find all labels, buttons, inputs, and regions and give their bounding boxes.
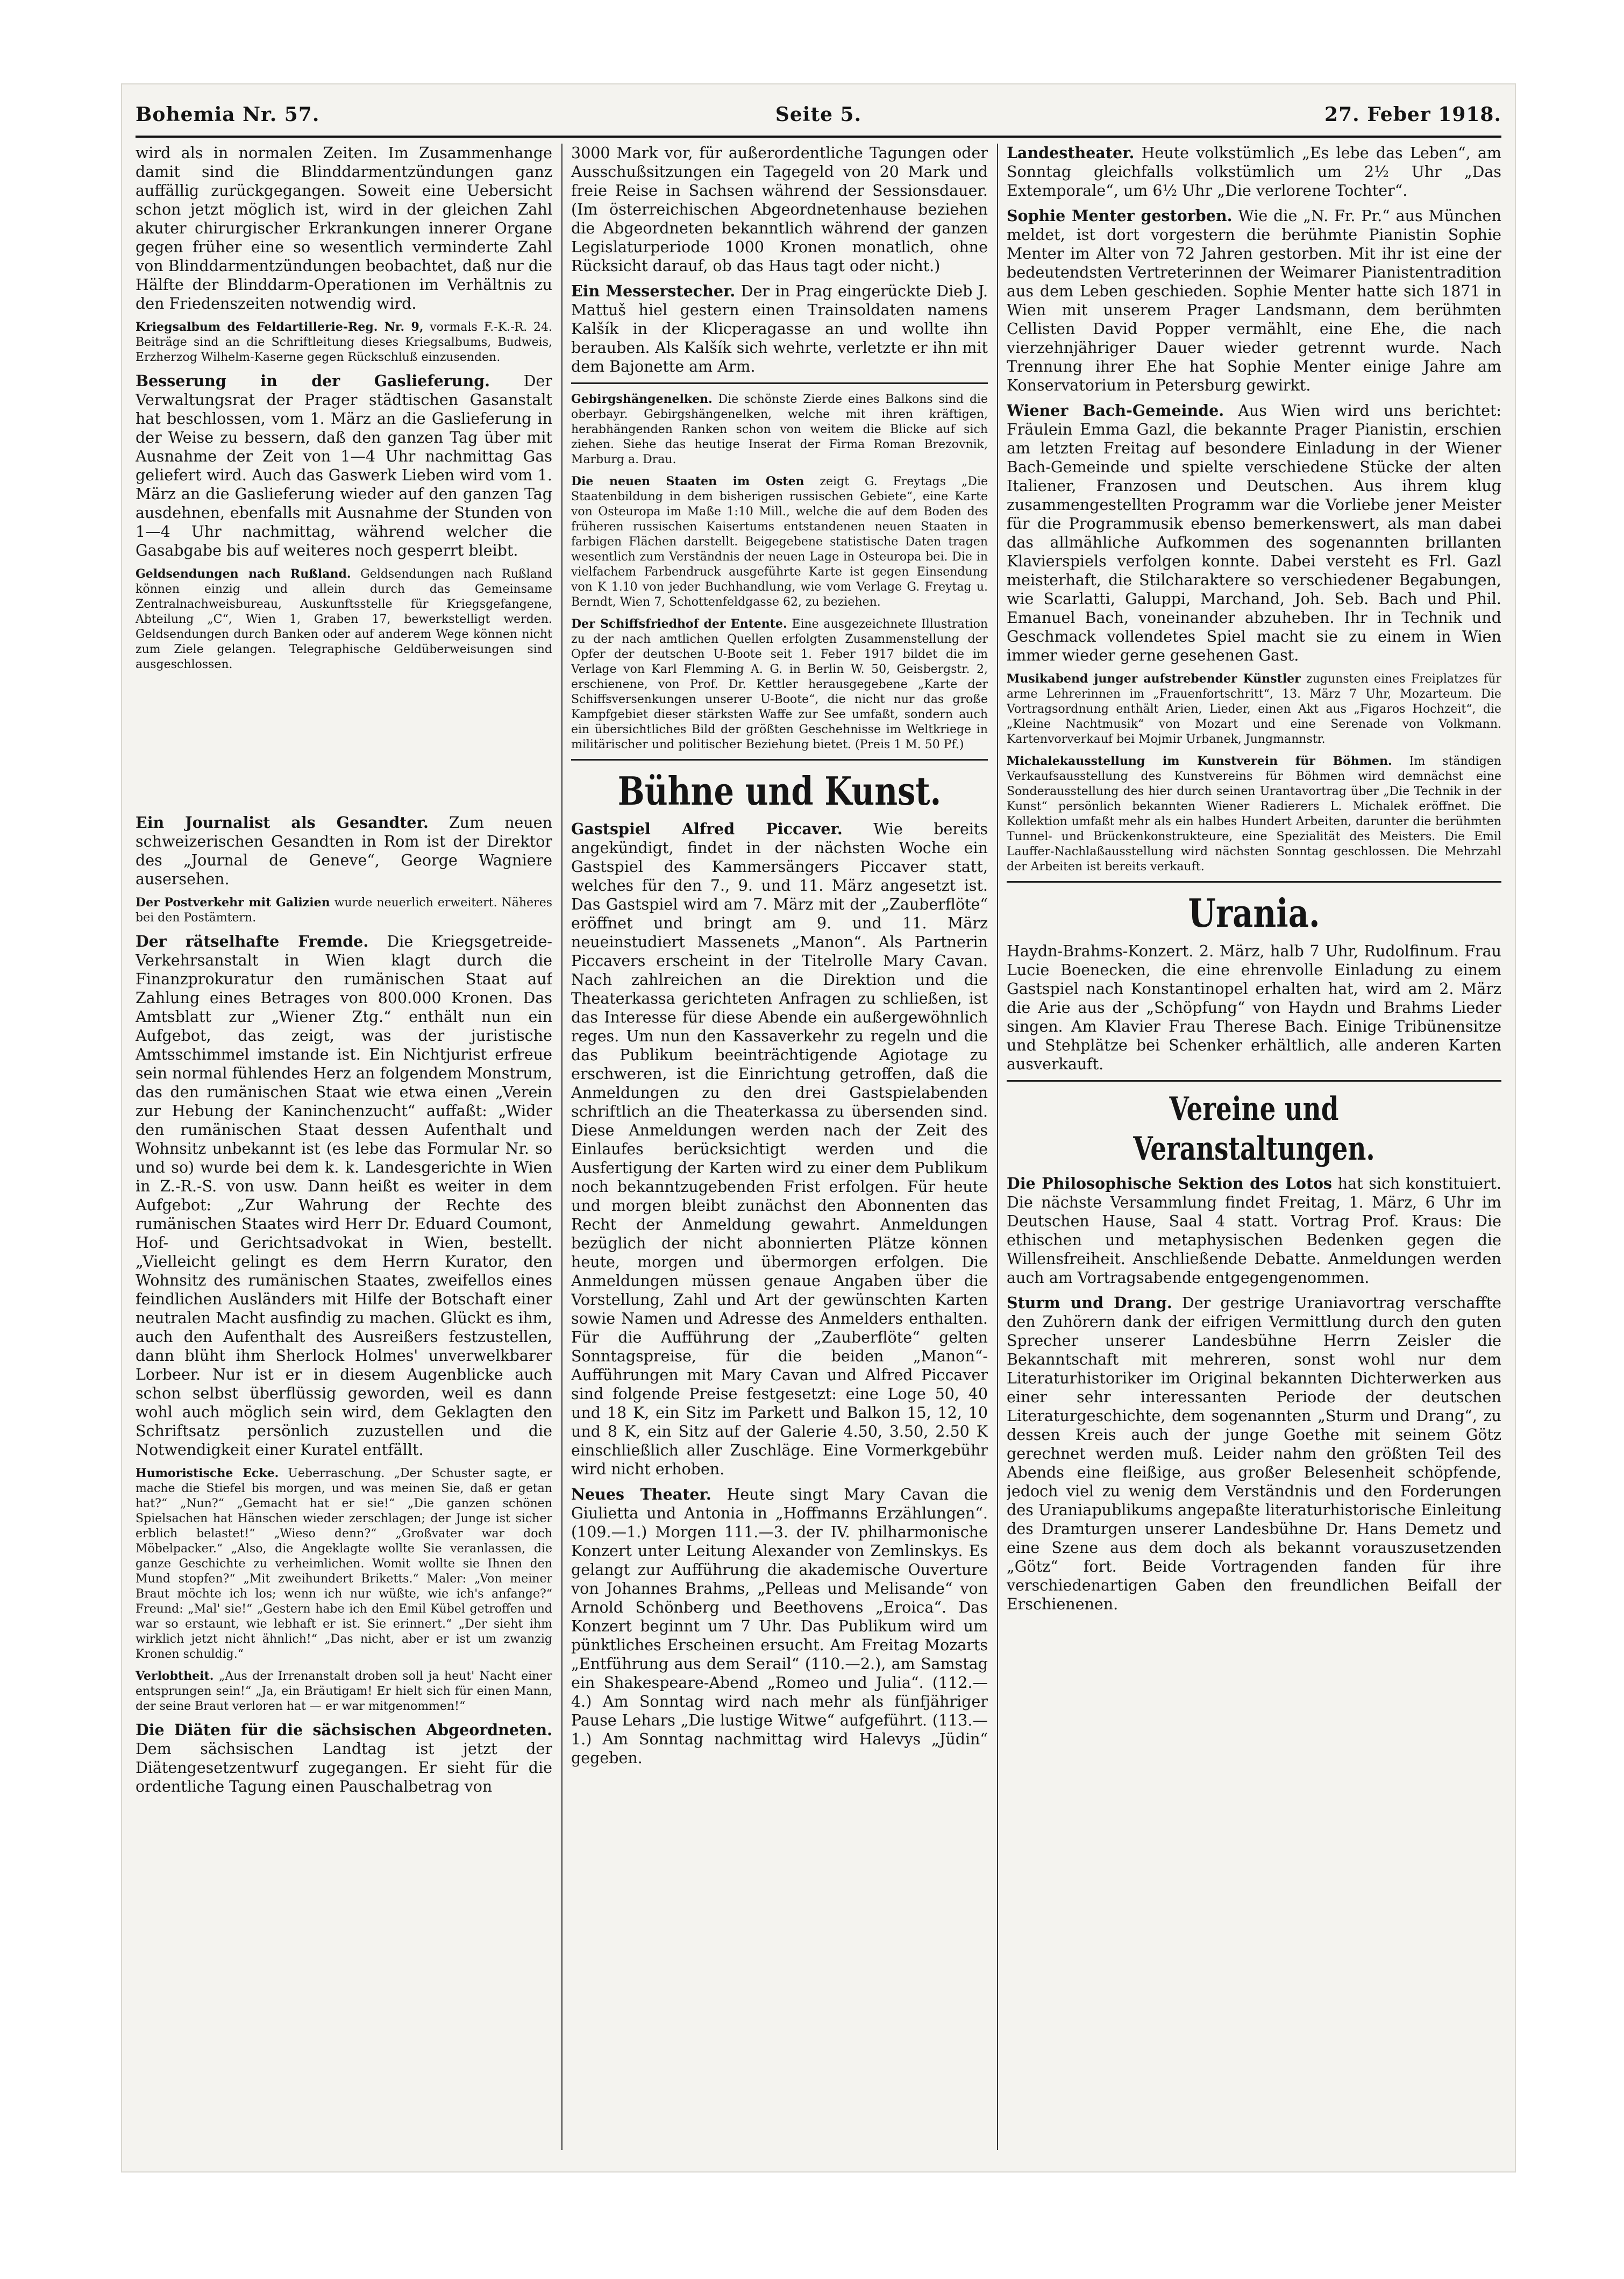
column-rule-2 [997, 144, 998, 2150]
article-bach-gemeinde: Wiener Bach-Gemeinde. Aus Wien wird uns berichtet: Fräulein Emma Gazl, die bekannte Prager Pianistin, erschien am letzten Freitag auf besondere Einladung in der Wiener Bach-Gemeinde und spielte verschiedene Stücke der alten Italiener, Franzosen und Deutschen. Aus ihrem klug zusammengestellten Programm war die Vorliebe jener Meister für die Programmusik ebenso bemerkenswert, als man dabei das allmähliche Aufkommen des sogenannten brillanten Klavierspiels verfolgen konnte. Dabei versteht es Frl. Gazl meisterhaft, die Stilcharaktere so verschiedener Begabungen, wie Scarlatti, Galuppi, Marchand, Joh. Seb. Bach und Phil. Emanuel Bach, voneinander abzuheben. Ihr in Technik und Geschmack vollendetes Spiel macht sie zu einem in Wien immer wieder gerne gesehenen Gast. [1007, 401, 1501, 664]
article-gebirgshaengenelken: Gebirgshängenelken. Die schönste Zierde eines Balkons sind die oberbayr. Gebirgshängenelken, welche mit ihren kräftigen, herabhängenden Ranken schon von weitem die Blicke auf sich ziehen. Siehe das heutige Inserat der Firma Roman Brezovnik, Marburg a. Drau. [571, 392, 988, 466]
article-geldsendungen: Geldsendungen nach Rußland. Geldsendungen nach Rußland können einzig und allein durch das Gemeinsame Zentralnachweisbureau, Auskunftsstelle für Kriegsgefangene, Abteilung „C“, Wien 1, Graben 17, bewerkstelligt werden. Geldsendungen durch Banken oder auf anderem Wege können nicht zum Ziele gelangen. Telegraphische Geldüberweisungen sind ausgeschlossen. [136, 567, 552, 671]
article-michalek: Michalekausstellung im Kunstverein für Böhmen. Im ständigen Verkaufsausstellung des Kunstvereins für Böhmen wird demnächst eine Sonderausstellung des hier durch seinen Urantavortrag über „Die Technik in der Kunst“ persönlich bekannten Wiener Radierers L. Michalek eröffnet. Die Kollektion umfaßt mehr als ein halbes Hundert Arbeiten, darunter die berühmten Tunnel- und Brückenkonstrukteure, eine Spezialität des Meisters. Die Emil Lauffer-Nachlaßausstellung wird nächsten Sonntag geschlossen. Die Mehrzahl der Arbeiten ist bereits verkauft. [1007, 754, 1501, 874]
column-1 [136, 144, 552, 2150]
section-title-urania: Urania. [1188, 890, 1320, 936]
article-diaeten: Die Diäten für die sächsischen Abgeordneten. Dem sächsischen Landtag ist jetzt der Diätengesetzentwurf zugegangen. Er sieht für die ordentliche Tagung einen Pauschalbetrag von [136, 1721, 552, 1795]
article-verlobtheit: Verlobtheit. „Aus der Irrenanstalt droben soll ja heut' Nacht einer entsprungen sein!“ „Ja, ein Bräutigam! Er hielt sich für einen Mann, der seine Braut verloren hat — er war mitgenommen!“ [136, 1669, 552, 1713]
masthead-date: 27. Feber 1918. [1324, 103, 1501, 126]
article-humor: Humoristische Ecke. Ueberraschung. „Der Schuster sagte, er mache die Stiefel bis morgen, und was meinen Sie, daß er getan hat?“ „Nun?“ „Gemacht hat er sie!“ „Die ganzen schönen Spielsachen hat Hänschen wieder zerschlagen; der Junge ist sicher erblich belastet!“ „Wieso denn?“ „Großvater war doch Möbelpacker.“ „Also, die Angeklagte wollte Sie veranlassen, die ganze Geschichte zu verheimlichen. Womit wollte sie Ihnen den Mund stopfen?“ „Mit zweihundert Briketts.“ Maler: „Von meiner Braut möchte ich los; wenn ich nur wüßte, wie ich's anfange?“ Freund: „Mal' sie!“ „Gestern habe ich den Emil Kübel getroffen und war so erstaunt, wie lebhaft er ist. Sie erinnert.“ „Der sieht ihm wirklich jetzt nicht ähnlich!“ „Das nicht, aber er ist um zwanzig Kronen schuldig.“ [136, 1466, 552, 1661]
column-3 [1007, 144, 1501, 2150]
masthead-rule [136, 136, 1501, 138]
article-diaeten-cont: 3000 Mark vor, für außerordentliche Tagungen oder Ausschußsitzungen ein Tagegeld von 20 Mark und freie Reise in Sachsen während der Sessionsdauer. (Im österreichischen Abgeordnetenhause beziehen die Abgeordneten bekanntlich während der ganzen Legislaturperiode 1000 Kronen monatlich, ohne Rücksicht darauf, ob das Haus tagt oder nicht.) [571, 144, 988, 275]
section-divider [571, 759, 988, 761]
article-messerstecher: Ein Messerstecher. Der in Prag eingerückte Dieb J. Mattuš hiel gestern einen Trainsoldaten namens Kalšík in der Klicperagasse an und wollte ihn berauben. Als Kalšík sich wehrte, verletzte er ihn mit dem Bajonette am Arm. [571, 282, 988, 375]
article-appendicitis: wird als in normalen Zeiten. Im Zusammenhange damit sind die Blinddarmentzündungen ganz auffällig zurückgegangen. Soweit eine Uebersicht schon jetzt möglich ist, wird in der gleichen Zahl akuter chirurgischer Erkrankungen innerer Organe gegen früher eine so wesentlich verminderte Zahl von Blinddarmentzündungen beobachtet, daß nur die Hälfte der Blinddarm-Operationen im Verhältnis zu den Friedenszeiten notwendig wird. [136, 144, 552, 313]
section-title-buehne: Bühne und Kunst. [617, 768, 942, 814]
column-rule-1 [561, 144, 562, 2150]
newspaper-page [121, 83, 1516, 2172]
section-divider [1007, 881, 1501, 883]
article-neue-staaten: Die neuen Staaten im Osten zeigt G. Freytags „Die Staatenbildung in dem bisherigen russischen Gebiete“, eine Karte von Osteuropa im Maße 1:10 Mill., welche die auf dem Boden des früheren russischen Kaisertums entstandenen neuen Staaten in farbigen Flächen darstellt. Beigegebene statistische Daten tragen wesentlich zum Verständnis der neuen Lage in Osteuropa bei. Die in vielfachem Farbendruck ausgeführte Karte ist gegen Einsendung von K 1.10 von jeder Buchhandlung, wie vom Verlage G. Freytag u. Berndt, Wien 7, Schottenfeldgasse 62, zu beziehen. [571, 474, 988, 609]
masthead-page-number: Seite 5. [775, 103, 862, 126]
article-piccaver: Gastspiel Alfred Piccaver. Wie bereits angekündigt, findet in der nächsten Woche ein Gastspiel des Kammersängers Piccaver statt, welches für den 7., 9. und 11. März angesetzt ist. Das Gastspiel wird am 7. März mit der „Zauberflöte“ eröffnet und bringt am 9. und 11. März neueinstudiert Massenets „Manon“. Als Partnerin Piccavers erscheint in der Titelrolle Mary Cavan. Nach zahlreichen an die Direktion und die Theaterkassa gerichteten Anfragen zu schließen, ist das Interesse für diese Abende ein außergewöhnlich reges. Um nun den Kassaverkehr zu regeln und die das Publikum beeinträchtigende Agiotage zu erschweren, ist die Einrichtung getroffen, daß die Anmeldungen zu den drei Gastspielabenden schriftlich an die Theaterkassa zu übersenden sind. Diese Anmeldungen werden nach der Zeit des Einlaufes berücksichtigt werden und die Ausfertigung der Karten wird zu einer dem Publikum noch bekanntzugebenden Frist erfolgen. Für heute und morgen bleibt zunächst den Abonnenten das Recht der Anmeldung gewahrt. Anmeldungen bezüglich der nicht abonnierten Plätze können heute, morgen und übermorgen erfolgen. Die Anmeldungen müssen genaue Angaben über die Vorstellung, Zahl und Art der gewünschten Karten sowie Namen und Adresse des Anmelders enthalten. Für die Aufführung der „Zauberflöte“ gelten Sonntagspreise, für die beiden „Manon“-Aufführungen mit Mary Cavan und Alfred Piccaver sind folgende Preise festgesetzt: eine Loge 50, 40 und 18 K, ein Sitz im Parkett und Balkon 15, 12, 10 und 8 K, ein Sitz auf der Galerie 4.50, 3.50, 2.50 K einschließlich aller Zuschläge. Eine Vormerkgebühr wird nicht erhoben. [571, 820, 988, 1478]
blank-space [136, 679, 552, 813]
article-schiffsfriedhof: Der Schiffsfriedhof der Entente. Eine ausgezeichnete Illustration zu der nach amtlichen Quellen erfolgten Zusammenstellung der Opfer der deutschen U-Boote seit 1. Feber 1917 bildet die im Verlage von Karl Flemming A. G. in Berlin W. 50, Geisbergstr. 2, erschienene, von Prof. Dr. Kettler herausgegebene „Karte der Schiffsversenkungen unserer U-Boote“, die nicht nur das große Kampfgebiet dieser stärksten Waffe zur See umfaßt, sondern auch ein übersichtliches Bild der größten Geschehnisse im Weltkriege in militärischer und politischer Beziehung bietet. (Preis 1 M. 50 Pf.) [571, 617, 988, 751]
section-divider [571, 382, 988, 384]
article-sturm-und-drang: Sturm und Drang. Der gestrige Uraniavortrag verschaffte den Zuhörern dank der eifrigen Vermittlung durch den guten Sprecher unserer Landesbühne Herrn Zeisler die Bekanntschaft mit mehreren, sonst wohl nur dem Literaturhistoriker im Original bekannten Dichterwerken aus einer sehr interessanten Periode der deutschen Literaturgeschichte, dem sogenannten „Sturm und Drang“, zu dessen Kreis auch der junge Goethe mit seinem Götz gerechnet werden muß. Leider nahm den größten Teil des Abends eine fleißige, aus großer Belesenheit schöpfende, jedoch viel zu wenig dem Verständnis und den Forderungen des Uraniapublikums angepaßte literaturhistorische Einleitung des Dramturgen unserer Landesbühne Dr. Hans Demetz und eine Szene aus dem doch als bekannt vorauszusetzenden „Götz“ fort. Beide Vortragenden fanden für ihre verschiedenartigen Gaben den freundlichen Beifall der Erschienenen. [1007, 1294, 1501, 1613]
section-title-vereine: Vereine und Veranstaltungen. [1133, 1090, 1375, 1168]
article-journalist: Ein Journalist als Gesandter. Zum neuen schweizerischen Gesandten in Rom ist der Direktor des „Journal de Geneve“, George Wagniere ausersehen. [136, 813, 552, 888]
article-landestheater: Landestheater. Heute volkstümlich „Es lebe das Leben“, am Sonntag gleichfalls volkstümlich um 2½ Uhr „Das Extemporale“, um 6½ Uhr „Die verlorene Tochter“. [1007, 144, 1501, 200]
article-postverkehr: Der Postverkehr mit Galizien wurde neuerlich erweitert. Näheres bei den Postämtern. [136, 896, 552, 925]
article-gaslieferung: Besserung in der Gaslieferung. Der Verwaltungsrat der Prager städtischen Gasanstalt hat beschlossen, vom 1. März an die Gaslieferung in der Weise zu bessern, daß den ganzen Tag über mit Ausnahme der Zeit von 1—4 Uhr nachmittag Gas geliefert wird. Auch das Gaswerk Lieben wird vom 1. März an die Gaslieferung wieder auf den ganzen Tag ausdehnen, ebenfalls mit Ausnahme der Stunden von 1—4 Uhr nachmittag, während welcher die Gasabgabe bis auf weiteres noch gesperrt bleibt. [136, 372, 552, 559]
article-haydn-brahms: Haydn-Brahms-Konzert. 2. März, halb 7 Uhr, Rudolfinum. Frau Lucie Boenecken, die eine ehrenvolle Einladung zu einem Gastspiel nach Konstantinopel erhalten hat, wird am 2. März die Arie aus der „Schöpfung“ von Haydn und Brahms Lieder singen. Am Klavier Frau Therese Bach. Einige Tribünensitze und Stehplätze bei Schenker erhältlich, alle anderen Karten ausverkauft. [1007, 942, 1501, 1073]
section-divider [1007, 1080, 1501, 1082]
article-musikabend: Musikabend junger aufstrebender Künstler zugunsten eines Freiplatzes für arme Lehrerinnen im „Frauenfortschritt“, 13. März 7 Uhr, Mozarteum. Die Vortragsordnung enthält Arien, Lieder, einen Akt aus „Figaros Hochzeit“, die „Kleine Nachtmusik“ von Mozart und eine Serenade von Volkmann. Kartenvorverkauf bei Mojmir Urbanek, Jungmannstr. [1007, 672, 1501, 746]
masthead-issue: Bohemia Nr. 57. [136, 103, 320, 126]
article-raetselhafte-fremde: Der rätselhafte Fremde. Die Kriegsgetreide-Verkehrsanstalt in Wien klagt durch die Finanzprokuratur den rumänischen Staat auf Zahlung eines Betrages von 800.000 Kronen. Das Amtsblatt zur „Wiener Ztg.“ enthält nun ein Aufgebot, das zeigt, was der juristische Amtsschimmel imstande ist. Ein Nichtjurist erfreue sein normal fühlendes Herz an folgendem Monstrum, das den rumänischen Staat wie etwa einen „Verein zur Hebung der Kaninchenzucht“ auffaßt: „Wider den rumänischen Staat dessen Aufenthalt und Wohnsitz unbekannt ist (es lebe das Formular Nr. so und so) wurde bei dem k. k. Landesgerichte in Wien in Z.-R.-S. von usw. Dann heißt es weiter in dem Aufgebot: „Zur Wahrung der Rechte des rumänischen Staates wird Herr Dr. Eduard Coumont, Hof- und Gerichtsadvokat in Wien, bestellt. „Vielleicht gelingt es dem Herrn Kurator, den Wohnsitz des rumänischen Staates, zweifellos eines feindlichen Ausländers mit Hilfe der Botschaft einer neutralen Macht ausfindig zu machen. Glückt es ihm, auch den Aufenthalt des Ausreißers festzustellen, dann blüht ihm Sherlock Holmes' unverwelkbarer Lorbeer. Nur ist er in diesem Augenblicke auch schon selbst überflüssig geworden, weil es dann wohl auch möglich sein wird, dem Geklagten den Schriftsatz persönlich zuzustellen und die Notwendigkeit einer Kuratel entfällt. [136, 932, 552, 1459]
article-kriegsalbum: Kriegsalbum des Feldartillerie-Reg. Nr. 9, vormals F.-K.-R. 24. Beiträge sind an die Schriftleitung dieses Kriegsalbums, Budweis, Erzherzog Wilhelm-Kaserne gegen Rückschluß einzusenden. [136, 320, 552, 364]
masthead [136, 103, 1501, 136]
column-2 [571, 144, 988, 2150]
article-lotos: Die Philosophische Sektion des Lotos hat sich konstituiert. Die nächste Versammlung findet Freitag, 1. März, 6 Uhr im Deutschen Hause, Saal 4 statt. Vortrag Prof. Kraus: Die ethischen und metaphysischen Bedenken gegen die Willensfreiheit. Anschließende Debatte. Anmeldungen werden auch am Vortragsabende entgegengenommen. [1007, 1174, 1501, 1287]
article-neues-theater: Neues Theater. Heute singt Mary Cavan die Giulietta und Antonia in „Hoffmanns Erzählungen“. (109.—1.) Morgen 111.—3. der IV. philharmonische Konzert unter Leitung Alexander von Zemlinskys. Es gelangt zur Aufführung die akademische Ouverture von Johannes Brahms, „Pelleas und Melisande“ von Arnold Schönberg und Beethovens „Eroica“. Das Konzert beginnt um 7 Uhr. Das Publikum wird um pünktliches Erscheinen ersucht. Am Freitag Mozarts „Entführung aus dem Serail“ (110.—2.), am Samstag ein Shakespeare-Abend „Romeo und Julia“. (112.—4.) Am Sonntag wird nach mehr als fünfjähriger Pause Lehars „Die lustige Witwe“ aufgeführt. (113.—1.) Am Sonntag nachmittag wird Halevys „Jüdin“ gegeben. [571, 1485, 988, 1767]
article-sophie-menter: Sophie Menter gestorben. Wie die „N. Fr. Pr.“ aus München meldet, ist dort vorgestern die berühmte Pianistin Sophie Menter im Alter von 72 Jahren gestorben. Mit ihr ist eine der bedeutendsten Vertreterinnen der Weimarer Pianistentradition aus dem Leben geschieden. Sophie Menter hatte sich 1871 in Wien mit unserem Prager Landsmann, dem berühmten Cellisten David Popper vermählt, eine Ehe, die nach vierzehnjähriger Dauer wieder getrennt wurde. Nach Trennung ihrer Ehe hat Sophie Menter einige Jahre am Konservatorium in Petersburg gewirkt. [1007, 207, 1501, 394]
